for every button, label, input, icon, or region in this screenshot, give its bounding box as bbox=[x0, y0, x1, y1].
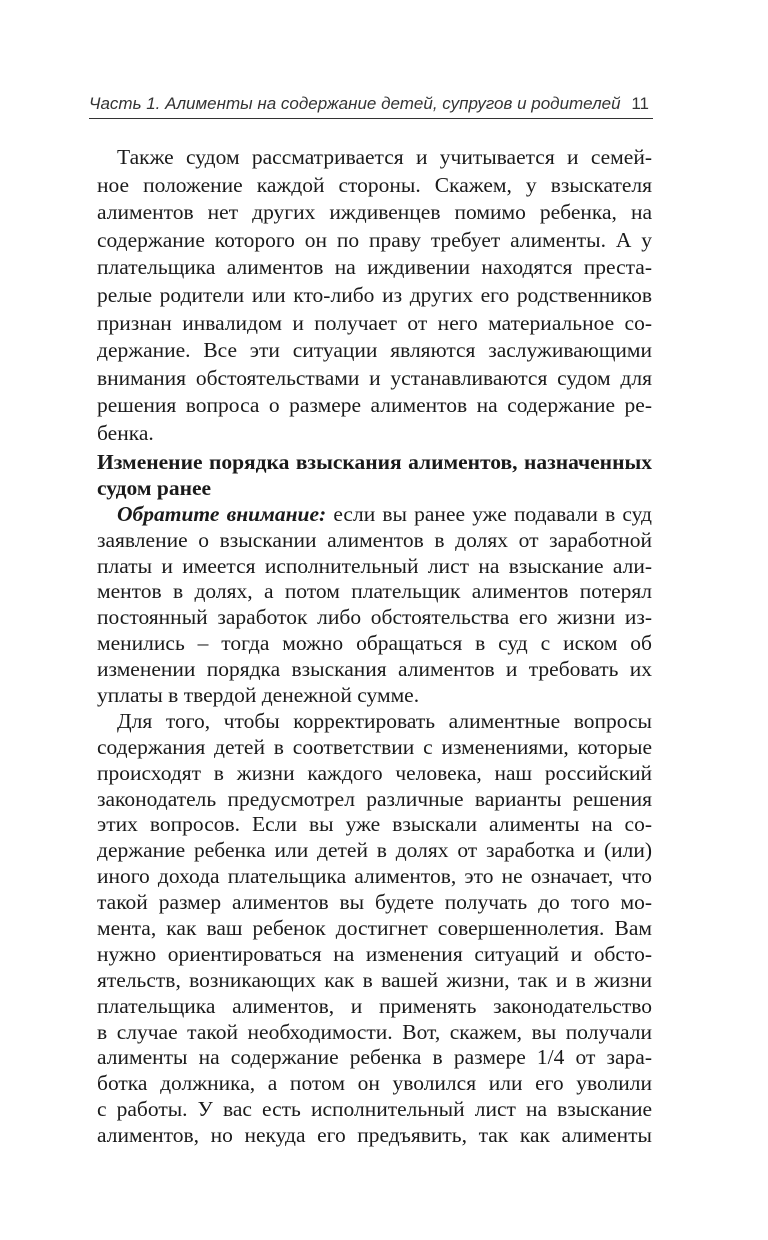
text-line: содержания детей в соответствии с изменениями, которые bbox=[97, 734, 652, 759]
page-number: 11 bbox=[631, 94, 649, 113]
text-line: решения вопроса о размере алиментов на содержание ре- bbox=[97, 393, 652, 418]
text-line: содержание которого он по праву требует алименты. А у bbox=[97, 227, 652, 252]
text-line: менились – тогда можно обращаться в суд с иском об bbox=[97, 631, 652, 656]
text-line: алиментов, но некуда его предъявить, так как алименты bbox=[97, 1123, 652, 1148]
text-line: плательщика алиментов на иждивении находятся преста- bbox=[97, 255, 652, 280]
paragraph-family-status bbox=[97, 144, 652, 448]
text-line: релые родители или кто-либо из других его родственников bbox=[97, 282, 652, 307]
text-line: бенка. bbox=[97, 420, 154, 445]
text-line: с работы. У вас есть исполнительный лист на взыскание bbox=[97, 1097, 652, 1122]
text-line: Для того, чтобы корректировать алиментные вопросы bbox=[117, 708, 652, 733]
text-line: постоянный заработок либо обстоятельства его жизни из- bbox=[97, 605, 652, 630]
paragraph-note bbox=[97, 528, 652, 709]
text-line: ботка должника, а потом он уволился или его уволили bbox=[97, 1071, 652, 1096]
note-text: если вы ранее уже подавали в суд bbox=[326, 501, 652, 526]
text-line: внимания обстоятельствами и устанавливаются судом для bbox=[97, 365, 652, 390]
text-line: иного дохода плательщика алиментов, это не означает, что bbox=[97, 864, 652, 889]
text-line: платы и имеется исполнительный лист на взыскание али- bbox=[97, 553, 652, 578]
text-line: изменении порядка взыскания алиментов и требовать их bbox=[97, 657, 652, 682]
text-line: мента, как ваш ребенок достигнет совершеннолетия. Вам bbox=[97, 916, 652, 941]
section-heading-line: судом ранее bbox=[97, 475, 212, 500]
text-line: держание. Все эти ситуации являются заслуживающими bbox=[97, 338, 652, 363]
section-heading-line: Изменение порядка взыскания алиментов, назначенных bbox=[97, 450, 652, 474]
text-line: такой размер алиментов вы будете получать до того мо- bbox=[97, 890, 652, 915]
text-line: алиментов нет других иждивенцев помимо ребенка, на bbox=[97, 200, 652, 225]
text-line: признан инвалидом и получает от него материальное со- bbox=[97, 310, 652, 335]
text-line: Также судом рассматривается и учитывается и семей- bbox=[117, 145, 652, 169]
text-line: нужно ориентироваться на изменения ситуаций и обсто- bbox=[97, 941, 652, 966]
text-line: ное положение каждой стороны. Скажем, у взыскателя bbox=[97, 172, 652, 197]
section bbox=[97, 450, 652, 1149]
text-line: заявление о взыскании алиментов в долях от заработной bbox=[97, 527, 652, 552]
text-line: плательщика алиментов, и применять законодательство bbox=[97, 993, 652, 1018]
text-line: ятельств, возникающих как в вашей жизни, так и в жизни bbox=[97, 967, 652, 992]
text-line: уплаты в твердой денежной сумме. bbox=[97, 683, 420, 708]
text-line: этих вопросов. Если вы уже взыскали алименты на со- bbox=[97, 812, 652, 837]
text-line: происходят в жизни каждого человека, наш российский bbox=[97, 760, 652, 785]
text-line: законодатель предусмотрел различные варианты решения bbox=[97, 786, 652, 811]
header-title: Часть 1. Алименты на содержание детей, супругов и родителей bbox=[89, 94, 621, 113]
text-line: в случае такой необходимости. Вот, скажем, вы получали bbox=[97, 1019, 652, 1044]
text-line: алименты на содержание ребенка в размере 1/4 от зара- bbox=[97, 1045, 652, 1070]
note-label: Обратите внимание: bbox=[117, 501, 327, 526]
text-line: ментов в долях, а потом плательщик алиментов потерял bbox=[97, 579, 652, 604]
paragraph-adjustment bbox=[97, 709, 652, 1149]
text-line: держание ребенка или детей в долях от заработка и (или) bbox=[97, 838, 652, 863]
note-first-line bbox=[97, 502, 652, 528]
running-header bbox=[89, 92, 653, 119]
